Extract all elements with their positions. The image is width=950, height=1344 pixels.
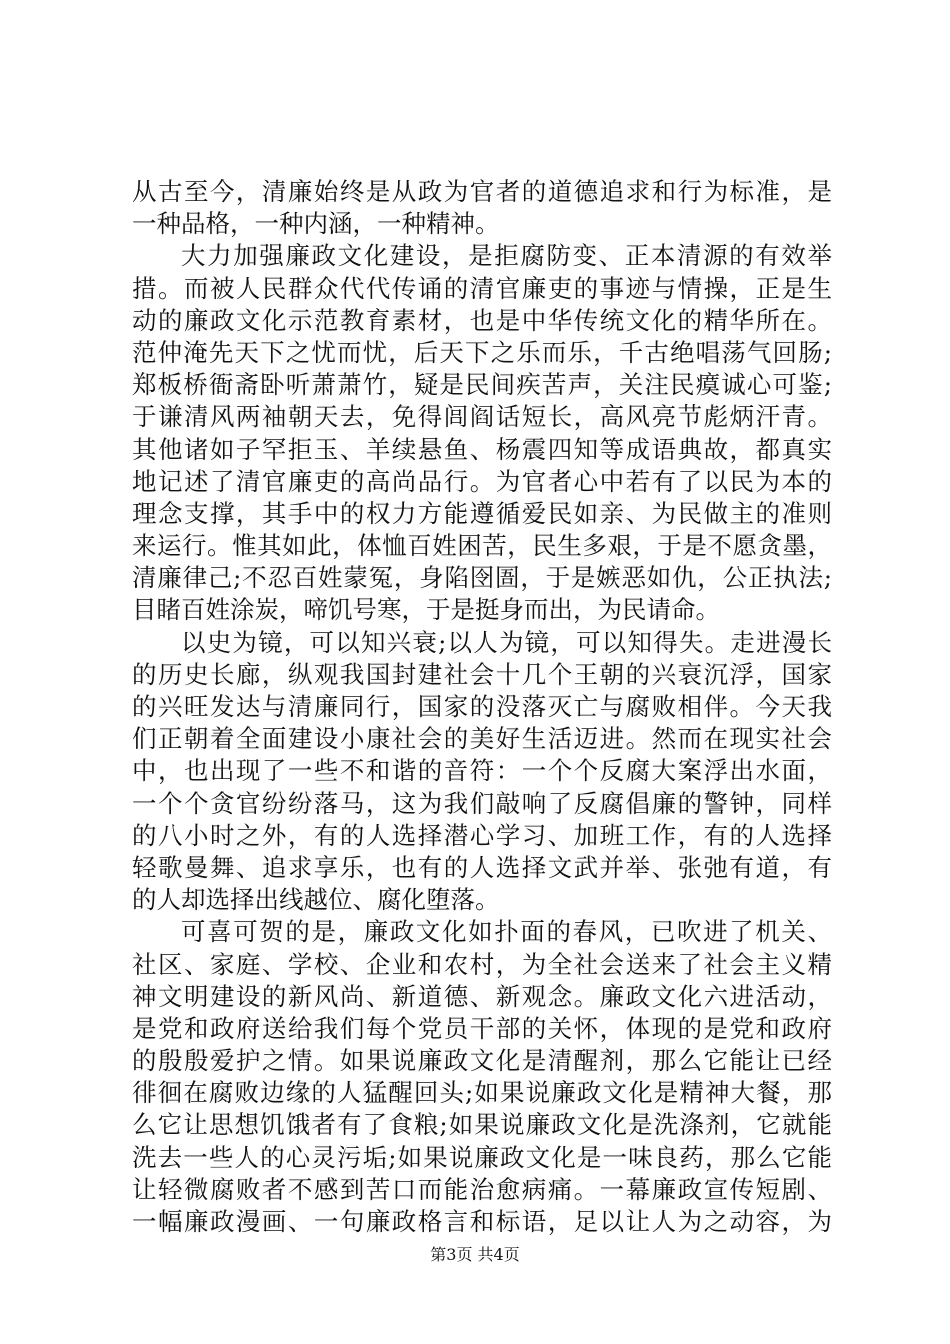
text-line: 神文明建设的新风尚、新道德、新观念。廉政文化六进活动， <box>132 981 832 1011</box>
text-line: 轻歌曼舞、追求享乐，也有的人选择文武并举、张弛有道，有 <box>132 852 832 882</box>
text-line: 一种品格，一种内涵，一种精神。 <box>132 209 500 239</box>
text-line: 理念支撑，其手中的权力方能遵循爱民如亲、为民做主的准则 <box>132 498 832 528</box>
text-line: 是党和政府送给我们每个党员干部的关怀，体现的是党和政府 <box>132 1013 832 1043</box>
text-line: 从古至今，清廉始终是从政为官者的道德追求和行为标准，是 <box>132 177 832 206</box>
text-line: 中，也出现了一些不和谐的音符：一个个反腐大案浮出水面， <box>132 756 832 786</box>
text-line: 动的廉政文化示范教育素材，也是中华传统文化的精华所在。 <box>132 305 832 335</box>
text-line: 的人却选择出线越位、腐化堕落。 <box>132 885 500 915</box>
text-line: 徘徊在腐败边缘的人猛醒回头;如果说廉政文化是精神大餐，那 <box>132 1078 832 1108</box>
text-line: 来运行。惟其如此，体恤百姓困苦，民生多艰，于是不愿贪墨， <box>132 531 832 561</box>
text-line: 措。而被人民群众代代传诵的清官廉吏的事迹与情操，正是生 <box>132 273 832 303</box>
text-line: 让轻微腐败者不感到苦口而能治愈病痛。一幕廉政宣传短剧、 <box>132 1174 832 1204</box>
text-line: 的殷殷爱护之情。如果说廉政文化是清醒剂，那么它能让已经 <box>132 1046 832 1076</box>
text-line-paragraph-start: 大力加强廉政文化建设，是拒腐防变、正本清源的有效举 <box>181 241 832 271</box>
text-line: 其他诸如子罕拒玉、羊续悬鱼、杨震四知等成语典故，都真实 <box>132 434 832 464</box>
text-line: 么它让思想饥饿者有了食粮;如果说廉政文化是洗涤剂，它就能 <box>132 1110 832 1140</box>
text-line: 的历史长廊，纵观我国封建社会十几个王朝的兴衰沉浮，国家 <box>132 659 832 689</box>
text-line: 于谦清风两袖朝天去，免得闾阎话短长，高风亮节彪炳汗青。 <box>132 402 832 432</box>
text-line: 一幅廉政漫画、一句廉政格言和标语，足以让人为之动容，为 <box>132 1207 832 1236</box>
text-line: 们正朝着全面建设小康社会的美好生活迈进。然而在现实社会 <box>132 724 832 754</box>
text-line: 社区、家庭、学校、企业和农村，为全社会送来了社会主义精 <box>132 949 832 979</box>
text-line-paragraph-start: 以史为镜，可以知兴衰;以人为镜，可以知得失。走进漫长 <box>181 627 832 657</box>
text-line: 清廉律己;不忍百姓蒙冤，身陷囹圄，于是嫉恶如仇，公正执法; <box>132 563 832 593</box>
text-line: 地记述了清官廉吏的高尚品行。为官者心中若有了以民为本的 <box>132 466 832 496</box>
text-line-paragraph-start: 可喜可贺的是，廉政文化如扑面的春风，已吹进了机关、 <box>181 917 832 947</box>
article-body <box>132 176 832 1238</box>
page-number-footer: 第3页 共4页 <box>430 1245 520 1264</box>
text-line: 范仲淹先天下之忧而忧，后天下之乐而乐，千古绝唱荡气回肠; <box>132 337 832 367</box>
text-line: 郑板桥衙斋卧听萧萧竹，疑是民间疾苦声，关注民瘼诚心可鉴; <box>132 370 832 400</box>
text-line: 的兴旺发达与清廉同行，国家的没落灭亡与腐败相伴。今天我 <box>132 692 832 721</box>
text-line: 的八小时之外，有的人选择潜心学习、加班工作，有的人选择 <box>132 820 832 850</box>
text-line: 洗去一些人的心灵污垢;如果说廉政文化是一味良药，那么它能 <box>132 1142 832 1172</box>
text-line: 一个个贪官纷纷落马，这为我们敲响了反腐倡廉的警钟，同样 <box>132 788 832 818</box>
text-line: 目睹百姓涂炭，啼饥号寒，于是挺身而出，为民请命。 <box>132 595 720 625</box>
